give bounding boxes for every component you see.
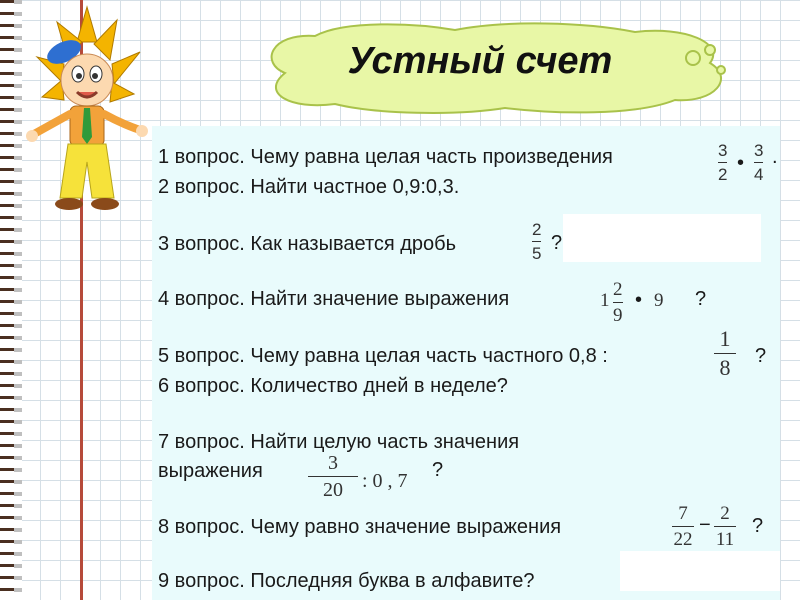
q4-fraction-numerator: 2 (613, 279, 623, 300)
question-5-text: 5 вопрос. Чему равна целая часть частного 0,8 : (158, 345, 608, 367)
question-6-text: 6 вопрос. Количество дней в неделе? (158, 375, 508, 397)
q5-fraction (714, 328, 736, 379)
q1-fraction-1-denominator: 2 (718, 165, 728, 184)
q1-end-mark: . (772, 146, 778, 168)
q5-fraction-numerator: 1 (719, 326, 731, 351)
q1-fraction-2-numerator: 3 (754, 141, 764, 160)
q4-fraction-denominator: 9 (613, 305, 623, 326)
q1-fraction-2 (754, 142, 763, 183)
q7-fraction-denominator: 20 (323, 479, 343, 501)
question-7-text: 7 вопрос. Найти целую часть значения (158, 431, 520, 453)
q1-multiply-sign: • (737, 152, 745, 174)
q1-fraction-2-denominator: 4 (754, 165, 764, 184)
question-9-text: 9 вопрос. Последняя буква в алфавите? (158, 570, 535, 592)
q4-end-mark: ? (695, 288, 707, 310)
q8-end-mark: ? (752, 515, 764, 537)
q8-fraction-1-numerator: 7 (678, 503, 688, 524)
q8-fraction-2-numerator: 2 (720, 503, 730, 524)
q9-answer-cover (620, 551, 780, 591)
q7-fraction (308, 453, 358, 500)
q7-end-mark: ? (432, 459, 444, 481)
q4-multiply-sign: • (635, 289, 643, 311)
page-title: Устный счет (347, 40, 613, 82)
question-8-text: 8 вопрос. Чему равно значение выражения (158, 516, 562, 538)
q3-answer-cover (563, 214, 761, 262)
q3-end-mark: ? (551, 232, 563, 254)
q3-fraction-denominator: 5 (532, 244, 542, 263)
q7-fraction-numerator: 3 (328, 452, 338, 474)
q3-fraction-numerator: 2 (532, 220, 542, 239)
question-4-text: 4 вопрос. Найти значение выражения (158, 288, 510, 310)
question-2-text: 2 вопрос. Найти частное 0,9:0,3. (158, 176, 460, 198)
q8-fraction-1-denominator: 22 (673, 529, 693, 550)
q7-tail-expression: : 0 , 7 (362, 470, 408, 492)
q4-whole-number: 1 (600, 290, 610, 311)
q8-fraction-2 (714, 504, 736, 549)
q3-fraction (532, 221, 541, 262)
q1-fraction-1-numerator: 3 (718, 141, 728, 160)
q8-fraction-1 (672, 504, 694, 549)
q5-fraction-denominator: 8 (719, 355, 731, 380)
cartoon-boy-illustration (22, 2, 152, 212)
question-7-text-line-2: выражения (158, 460, 263, 482)
q8-minus-sign: − (699, 514, 711, 536)
q1-fraction-1 (718, 142, 727, 183)
question-1-text: 1 вопрос. Чему равна целая часть произведения (158, 146, 613, 168)
q4-fraction (613, 280, 623, 325)
q4-tail-number: 9 (654, 290, 664, 311)
q5-end-mark: ? (755, 345, 767, 367)
question-3-text: 3 вопрос. Как называется дробь (158, 233, 457, 255)
notebook-spiral (0, 0, 20, 600)
q8-fraction-2-denominator: 11 (715, 529, 735, 550)
